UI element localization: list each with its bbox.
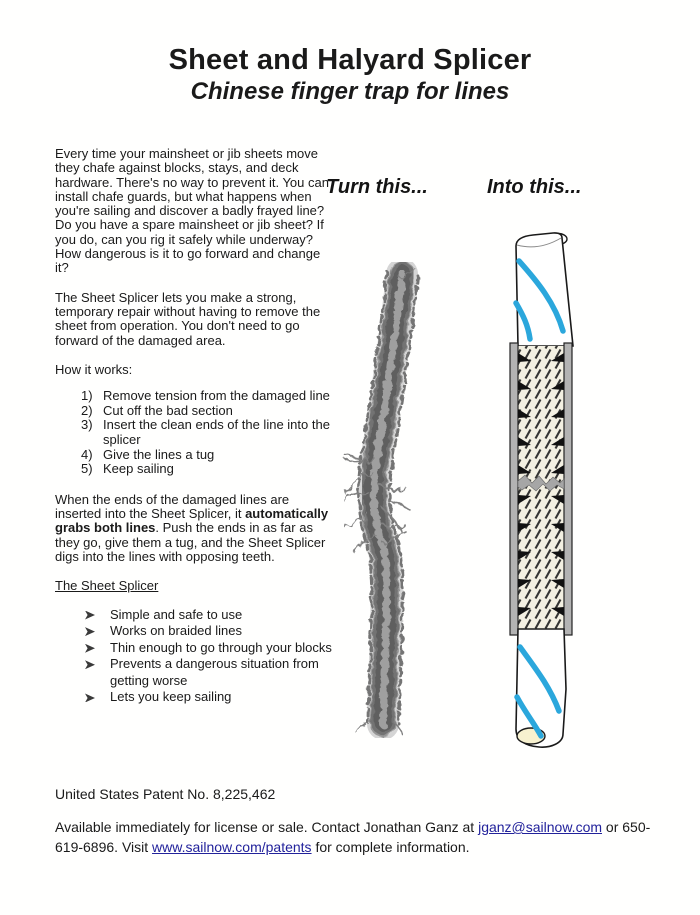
grab-text-pre: When the ends of the damaged lines are inserted into the Sheet Splicer, it: [55, 491, 290, 522]
step-number: 2): [81, 402, 93, 418]
step-text: Keep sailing: [103, 461, 174, 477]
feature-item: [85, 640, 335, 657]
email-link[interactable]: jganz@sailnow.com: [478, 819, 603, 835]
turn-this-label: Turn this...: [326, 176, 428, 198]
step-number: 5): [81, 461, 93, 477]
right-arrowhead-bullet-icon: [85, 693, 95, 702]
left-text-column: [55, 147, 335, 706]
page-subtitle: Chinese finger trap for lines: [190, 78, 510, 105]
contact-paragraph: [55, 817, 669, 857]
how-it-works-list: [81, 389, 335, 477]
feature-item: [85, 689, 335, 706]
contact-text-pre: Available immediately for license or sale. Contact Jonathan Ganz at: [55, 819, 479, 835]
step-text: Give the lines a tug: [103, 446, 215, 462]
feature-text: Simple and safe to use: [110, 606, 243, 622]
features-heading: The Sheet Splicer: [55, 578, 159, 594]
grab-text-post: . Push the ends in as far as they go, give them a tug, and the Sheet Splicer digs into the lines with opposing teeth.: [55, 520, 326, 564]
contact-text-mid: or 650-619-6896. Visit: [55, 819, 651, 855]
feature-item: [85, 607, 335, 624]
feature-item: [85, 656, 335, 689]
right-arrowhead-bullet-icon: [85, 611, 95, 620]
right-arrowhead-bullet-icon: [85, 660, 95, 669]
splicer-illustration: [503, 229, 625, 764]
feature-item: [85, 623, 335, 640]
right-arrowhead-bullet-icon: [85, 644, 95, 653]
frayed-rope-illustration: [334, 262, 436, 738]
step-item: [81, 404, 335, 419]
step-text: Insert the clean ends of the line into the splicer: [103, 417, 330, 447]
patents-site-link[interactable]: www.sailnow.com/patents: [152, 839, 312, 855]
feature-text: Prevents a dangerous situation from getting worse: [110, 656, 319, 688]
step-number: 1): [81, 388, 93, 404]
contact-text-post: for complete information.: [311, 839, 470, 855]
step-item: [81, 462, 335, 477]
feature-text: Lets you keep sailing: [110, 689, 232, 705]
feature-text: Thin enough to go through your blocks: [110, 639, 332, 655]
into-this-label: Into this...: [487, 176, 582, 198]
benefit-paragraph: The Sheet Splicer lets you make a strong, temporary repair without having to remove the sheet from operation. You don't need to go forward of the damaged area.: [55, 289, 321, 348]
step-number: 4): [81, 446, 93, 462]
step-text: Cut off the bad section: [103, 402, 233, 418]
step-text: Remove tension from the damaged line: [103, 388, 330, 404]
page-title: Sheet and Halyard Splicer: [168, 44, 532, 76]
how-it-works-heading: How it works:: [55, 361, 133, 377]
step-number: 3): [81, 417, 93, 433]
features-list: [85, 607, 335, 707]
header: [0, 44, 700, 106]
right-arrowhead-bullet-icon: [85, 627, 95, 636]
step-item: [81, 418, 335, 447]
grab-paragraph: [55, 493, 335, 564]
intro-paragraph: Every time your mainsheet or jib sheets move they chafe against blocks, stays, and deck hardware. There's no way to prevent it. You can install chafe guards, but what happens when you're sailing and discover a badly frayed line? Do you have a spare mainsheet or jib sheet? If you do, can you rig it safely while underway? How dangerous is it to go forward and change it?: [55, 146, 329, 276]
feature-text: Works on braided lines: [110, 623, 242, 639]
patent-number: United States Patent No. 8,225,462: [55, 786, 276, 802]
grab-text-bold: automatically grabs both lines: [55, 506, 329, 536]
tube-wall-right: [564, 343, 572, 635]
step-item: [81, 389, 335, 404]
step-item: [81, 448, 335, 463]
tube-wall-left: [510, 343, 518, 635]
